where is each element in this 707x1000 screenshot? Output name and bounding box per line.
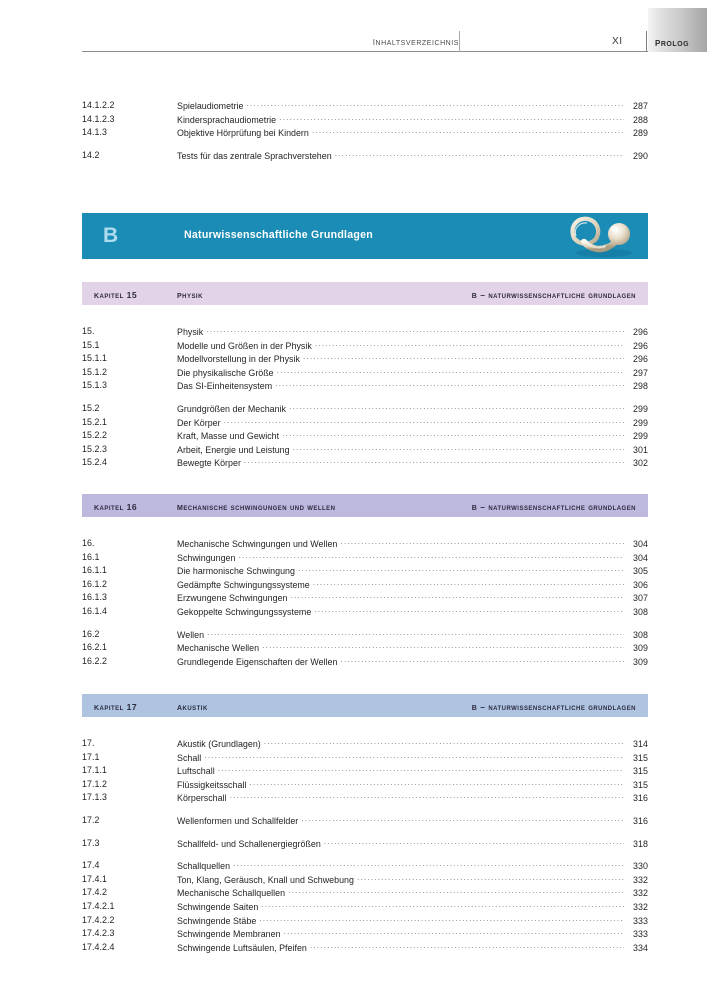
toc-entry-number: 16.2.2 [82,655,107,666]
toc-entry-body [177,928,648,939]
toc-entry-number: 17.2 [82,814,100,825]
toc-entry-title: Arbeit, Energie und Leistung [177,444,290,455]
toc-leader-dots [313,579,624,588]
toc-entry-number: 17.4.2.4 [82,941,115,952]
toc-entry-title: Luftschall [177,766,215,777]
chapter-header-bar [82,494,648,517]
toc-leader-dots [335,150,624,159]
toc-entry-page: 315 [633,752,648,763]
toc-entry-body [177,552,648,563]
toc-entry-body [177,367,648,378]
toc-entry-number: 15.2.3 [82,443,107,454]
toc-entry-title: Ton, Klang, Geräusch, Knall und Schwebung [177,874,354,885]
toc-entry-page: 304 [633,539,648,549]
toc-entry[interactable] [82,738,648,752]
toc-entry-page: 289 [633,128,648,139]
toc-leader-dots [261,901,624,910]
toc-entry-page: 315 [633,779,648,790]
toc-entry-title: Schallquellen [177,861,231,872]
toc-entry-title: Die harmonische Schwingung [177,566,295,577]
toc-entry-body [177,901,648,912]
toc-entry-body [177,127,648,138]
toc-entry[interactable] [82,150,648,164]
toc-entry-title: Bewegte Körper [177,458,241,469]
toc-leader-dots [291,592,625,601]
chapter-number-label: kapitel 16 [94,500,138,513]
toc-entry-title: Wellenformen und Schallfelder [177,815,299,826]
toc-entry-body [177,380,648,391]
toc-entry[interactable] [82,579,648,593]
toc-entry[interactable] [82,565,648,579]
toc-entry-body [177,538,648,549]
chapter-number-label: kapitel 15 [94,288,138,301]
toc-entry-title: Schallfeld- und Schallenergiegrößen [177,838,321,849]
chapter-part-label: b – naturwissenschaftliche grundlagen [471,288,636,301]
toc-entry-page: 306 [633,579,648,590]
toc-entry-title: Modellvorstellung in der Physik [177,354,300,365]
toc-entry-title: Schwingende Stäbe [177,915,257,926]
toc-entry-body [177,860,648,871]
toc-entry[interactable] [82,642,648,656]
toc-block-chapter [82,738,648,955]
toc-entry-page: 287 [633,101,648,111]
toc-leader-dots [246,100,624,109]
toc-entry-body [177,874,648,885]
toc-block-chapter [82,538,648,669]
toc-entry[interactable] [82,629,648,643]
toc-entry-number: 17.1 [82,751,100,762]
toc-entry-number: 17.4.2 [82,887,107,898]
toc-entry-page: 309 [633,656,648,667]
toc-entry-number: 17.4.1 [82,873,107,884]
toc-entry-number: 15.1.1 [82,353,107,364]
toc-leader-dots [282,430,624,439]
toc-block-chapter [82,326,648,471]
toc-leader-dots [233,860,624,869]
toc-entry-page: 308 [633,606,648,617]
toc-entry-title: Modelle und Größen in der Physik [177,340,312,351]
toc-entry[interactable] [82,114,648,128]
toc-entry[interactable] [82,656,648,670]
page-folio: XI [612,36,623,47]
toc-block-continued [82,100,648,163]
toc-entry-body [177,444,648,455]
toc-entry-title: Mechanische Schwingungen und Wellen [177,539,338,549]
toc-entry-body [177,792,648,803]
toc-entry-page: 309 [633,643,648,654]
toc-entry[interactable] [82,887,648,901]
toc-entry-body [177,114,648,125]
toc-entry-number: 16.2 [82,628,100,639]
toc-group-spacer [82,394,648,403]
toc-leader-dots [259,915,624,924]
toc-entry-page: 302 [633,458,648,469]
toc-entry-page: 299 [633,403,648,414]
toc-entry[interactable] [82,430,648,444]
toc-entry-title: Schwingende Membranen [177,929,281,940]
toc-group-spacer [82,141,648,150]
toc-entry-body [177,606,648,617]
toc-leader-dots [293,444,624,453]
toc-entry-number: 17.4.2.1 [82,900,115,911]
toc-entry-title: Flüssigkeitsschall [177,779,247,790]
toc-entry[interactable] [82,901,648,915]
chapter-part-label: b – naturwissenschaftliche grundlagen [471,500,636,513]
toc-entry[interactable] [82,765,648,779]
header-divider [459,31,460,52]
toc-entry-body [177,656,648,667]
toc-entry-body [177,915,648,926]
toc-entry[interactable] [82,928,648,942]
toc-entry-title: Die physikalische Größe [177,367,274,378]
toc-group-spacer [82,829,648,838]
toc-group-spacer [82,806,648,815]
toc-entry[interactable] [82,838,648,852]
running-title: inhaltsverzeichnis [372,36,459,48]
toc-leader-dots [206,326,624,335]
toc-entry-title: Schwingungen [177,552,236,563]
toc-leader-dots [303,353,624,362]
toc-entry[interactable] [82,752,648,766]
toc-entry-number: 17.1.1 [82,765,107,776]
toc-entry-title: Mechanische Wellen [177,643,260,654]
toc-entry-page: 299 [633,417,648,428]
toc-entry-page: 332 [633,874,648,885]
toc-entry[interactable] [82,538,648,552]
toc-entry[interactable] [82,326,648,340]
toc-group-spacer [82,851,648,860]
toc-entry[interactable] [82,606,648,620]
toc-entry-body [177,430,648,441]
toc-entry-number: 16.1 [82,551,100,562]
toc-leader-dots [284,928,624,937]
toc-entry-number: 15.1.3 [82,380,107,391]
toc-entry-title: Wellen [177,629,205,640]
toc-entry-body [177,353,648,364]
toc-entry-number: 15.2.2 [82,430,107,441]
toc-entry-body [177,565,648,576]
toc-leader-dots [277,367,624,376]
toc-leader-dots [207,629,624,638]
toc-entry-number: 17.1.3 [82,792,107,803]
toc-entry-number: 16.2.1 [82,642,107,653]
toc-entry-title: Kindersprachaudiometrie [177,114,277,125]
toc-leader-dots [289,403,624,412]
inner-ear-cochlea-icon [564,213,642,259]
toc-entry-title: Körperschall [177,793,227,804]
toc-entry-title: Tests für das zentrale Sprachverstehen [177,150,332,161]
toc-entry[interactable] [82,367,648,381]
toc-entry-body [177,752,648,763]
chapter-number-label: kapitel 17 [94,700,138,713]
toc-entry-number: 15.1 [82,339,100,350]
toc-leader-dots [249,779,624,788]
toc-entry[interactable] [82,942,648,956]
toc-group-spacer [82,620,648,629]
toc-leader-dots [298,565,624,574]
toc-entry[interactable] [82,444,648,458]
toc-entry-title: Mechanische Schallquellen [177,888,286,899]
toc-leader-dots [224,417,624,426]
toc-entry-number: 15.2 [82,402,100,413]
toc-entry-title: Kraft, Masse und Gewicht [177,431,280,442]
toc-entry-body [177,815,648,826]
toc-entry-number: 16.1.1 [82,565,107,576]
chapter-header-bar [82,282,648,305]
toc-entry-number: 14.1.2.2 [82,100,115,110]
toc-leader-dots [275,380,624,389]
toc-entry-body [177,457,648,468]
toc-entry-body [177,592,648,603]
toc-entry-title: Gedämpfte Schwingungssysteme [177,579,310,590]
toc-entry-page: 290 [633,150,648,161]
chapter-title-label: physik [177,288,203,301]
toc-entry-body [177,779,648,790]
toc-entry-body [177,579,648,590]
toc-entry-body [177,403,648,414]
part-banner-b [82,213,648,259]
toc-entry-page: 308 [633,629,648,640]
header-tab-divider [646,31,647,52]
toc-leader-dots [310,942,624,951]
toc-leader-dots [204,752,624,761]
toc-entry-title: Grundgrößen der Mechanik [177,403,287,414]
section-thumb-tab-label: prolog [655,36,690,49]
toc-entry-number: 17. [82,738,95,748]
toc-entry-body [177,629,648,640]
toc-entry-page: 333 [633,929,648,940]
toc-entry-page: 296 [633,340,648,351]
toc-entry-page: 316 [633,815,648,826]
toc-entry[interactable] [82,815,648,829]
toc-entry[interactable] [82,353,648,367]
toc-entry-number: 16. [82,538,95,548]
toc-entry-page: 330 [633,861,648,872]
toc-leader-dots [340,538,624,547]
toc-entry-page: 305 [633,566,648,577]
toc-entry-number: 14.2 [82,149,100,160]
toc-entry[interactable] [82,417,648,431]
toc-entry-page: 318 [633,838,648,849]
toc-entry[interactable] [82,403,648,417]
toc-entry[interactable] [82,592,648,606]
toc-entry-page: 297 [633,367,648,378]
toc-entry-number: 16.1.3 [82,592,107,603]
toc-entry-title: Erzwungene Schwingungen [177,593,288,604]
toc-entry-page: 298 [633,381,648,392]
toc-entry-page: 315 [633,766,648,777]
toc-entry-title: Grundlegende Eigenschaften der Wellen [177,656,338,667]
toc-leader-dots [301,815,624,824]
chapter-title-label: akustik [177,700,208,713]
toc-entry-page: 299 [633,431,648,442]
toc-entry-body [177,642,648,653]
toc-leader-dots [262,642,624,651]
toc-entry-page: 333 [633,915,648,926]
toc-entry-number: 14.1.2.3 [82,113,115,124]
toc-entry-body [177,942,648,953]
toc-entry-number: 14.1.3 [82,127,107,138]
toc-entry-body [177,150,648,161]
toc-entry[interactable] [82,915,648,929]
part-letter: B [103,224,119,247]
part-title: Naturwissenschaftliche Grundlagen [184,229,373,241]
toc-entry-page: 296 [633,354,648,365]
toc-entry-title: Das SI-Einheitensystem [177,381,273,392]
chapter-header-bar [82,694,648,717]
toc-entry[interactable] [82,127,648,141]
toc-entry-page: 332 [633,901,648,912]
header-rule [82,51,648,52]
toc-entry-body [177,838,648,849]
toc-entry-body [177,326,648,337]
chapter-part-label: b – naturwissenschaftliche grundlagen [471,700,636,713]
toc-entry[interactable] [82,874,648,888]
toc-entry[interactable] [82,457,648,471]
toc-entry-page: 304 [633,552,648,563]
toc-leader-dots [357,874,624,883]
toc-entry[interactable] [82,552,648,566]
toc-entry-title: Spielaudiometrie [177,101,244,111]
toc-entry-page: 314 [633,739,648,749]
toc-leader-dots [315,340,624,349]
toc-leader-dots [218,765,624,774]
toc-leader-dots [244,457,624,466]
toc-entry-page: 296 [633,327,648,337]
toc-entry-page: 334 [633,942,648,953]
toc-entry-number: 17.1.2 [82,778,107,789]
toc-entry-page: 332 [633,888,648,899]
toc-entry[interactable] [82,340,648,354]
toc-entry-number: 15. [82,326,95,336]
toc-leader-dots [279,114,624,123]
toc-entry-body [177,887,648,898]
toc-entry-body [177,765,648,776]
toc-entry-number: 17.3 [82,837,100,848]
toc-entry-page: 316 [633,793,648,804]
toc-entry-body [177,417,648,428]
toc-entry-page: 307 [633,593,648,604]
toc-entry-title: Schall [177,752,202,763]
toc-leader-dots [288,887,624,896]
toc-leader-dots [324,838,624,847]
toc-entry-page: 301 [633,444,648,455]
toc-entry[interactable] [82,380,648,394]
toc-leader-dots [230,792,624,801]
toc-entry-page: 288 [633,114,648,125]
toc-entry[interactable] [82,860,648,874]
toc-entry-body [177,738,648,749]
chapter-title-label: mechanische schwingungen und wellen [177,500,336,513]
toc-entry-number: 17.4.2.2 [82,914,115,925]
toc-leader-dots [264,738,624,747]
toc-entry-title: Akustik (Grundlagen) [177,739,261,749]
toc-entry-title: Schwingende Saiten [177,901,259,912]
toc-entry-number: 16.1.4 [82,605,107,616]
toc-entry[interactable] [82,779,648,793]
toc-entry-number: 15.2.1 [82,416,107,427]
toc-entry-number: 15.1.2 [82,366,107,377]
toc-entry-number: 17.4 [82,860,100,871]
toc-leader-dots [238,552,624,561]
toc-entry-number: 17.4.2.3 [82,928,115,939]
toc-leader-dots [340,656,624,665]
toc-entry-title: Objektive Hörprüfung bei Kindern [177,128,309,139]
toc-entry-body [177,340,648,351]
toc-entry[interactable] [82,100,648,114]
toc-entry-title: Physik [177,327,204,337]
toc-leader-dots [312,127,624,136]
toc-entry[interactable] [82,792,648,806]
toc-entry-title: Schwingende Luftsäulen, Pfeifen [177,942,307,953]
toc-entry-body [177,100,648,111]
toc-entry-title: Der Körper [177,417,221,428]
toc-entry-title: Gekoppelte Schwingungssysteme [177,606,312,617]
toc-entry-number: 15.2.4 [82,457,107,468]
toc-leader-dots [314,606,624,615]
toc-entry-number: 16.1.2 [82,578,107,589]
page-header [0,0,707,62]
